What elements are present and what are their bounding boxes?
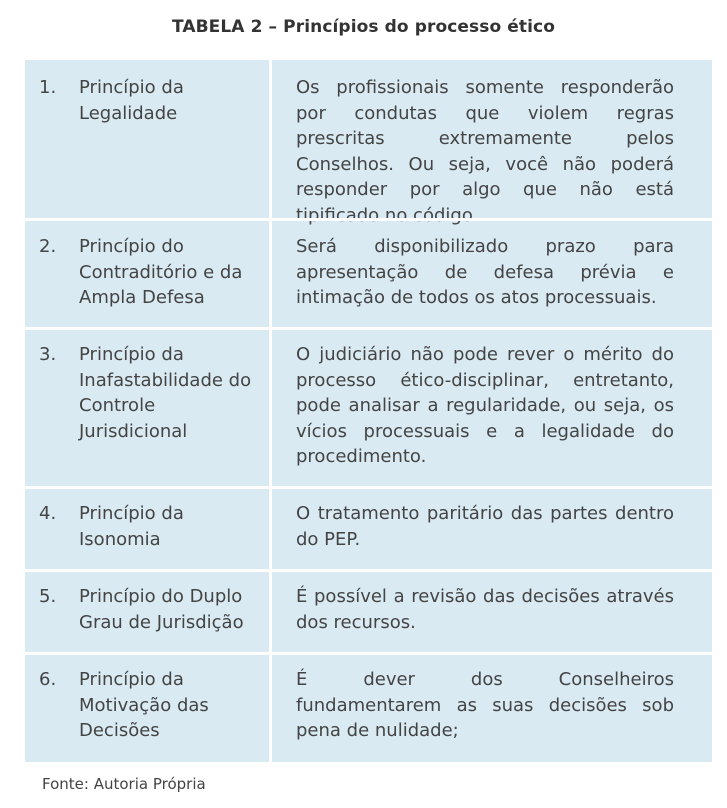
principle-name: Princípio do Contraditório e da Ampla Defesa xyxy=(79,236,243,308)
principle-name: Princípio da Inafastabilidade do Controle Jurisdicional xyxy=(79,344,252,442)
principle-name: Princípio da Isonomia xyxy=(79,503,184,550)
table-title: TABELA 2 – Princípios do processo ético xyxy=(171,17,556,37)
principle-name: Princípio do Duplo Grau de Jurisdição xyxy=(79,586,244,633)
table-row xyxy=(25,218,712,327)
row-number: 5. xyxy=(39,586,57,607)
table-row xyxy=(25,569,712,652)
table-row xyxy=(25,486,712,569)
principle-description: O tratamento paritário das partes dentro do PEP. xyxy=(296,503,674,550)
principle-name: Princípio da Legalidade xyxy=(79,77,184,124)
row-number: 2. xyxy=(39,236,57,257)
table-row xyxy=(25,652,712,762)
principle-description: É possível a revisão das decisões através dos recursos. xyxy=(296,586,674,633)
row-number: 4. xyxy=(39,503,57,524)
principles-table xyxy=(25,60,712,762)
principle-name: Princípio da Motivação das Decisões xyxy=(79,669,209,741)
principle-description: O judiciário não pode rever o mérito do processo ético-disciplinar, entretanto, pode analisar a regularidade, ou seja, os vícios processuais e a legalidade do procedimento. xyxy=(296,344,674,467)
principle-description: Os profissionais somente responderão por condutas que violem regras prescritas extremamente pelos Conselhos. Ou seja, você não poderá responder por algo que não está tipificado no código. xyxy=(296,77,674,226)
row-number: 3. xyxy=(39,344,57,365)
row-number: 1. xyxy=(39,77,57,98)
table-row xyxy=(25,60,712,226)
principle-description: Será disponibilizado prazo para apresentação de defesa prévia e intimação de todos os atos processuais. xyxy=(296,236,674,308)
principle-description: É dever dos Conselheiros fundamentarem as suas decisões sob pena de nulidade; xyxy=(296,669,674,741)
source-caption: Fonte: Autoria Própria xyxy=(42,775,206,793)
column-divider xyxy=(269,60,272,762)
row-number: 6. xyxy=(39,669,57,690)
table-row xyxy=(25,327,712,486)
